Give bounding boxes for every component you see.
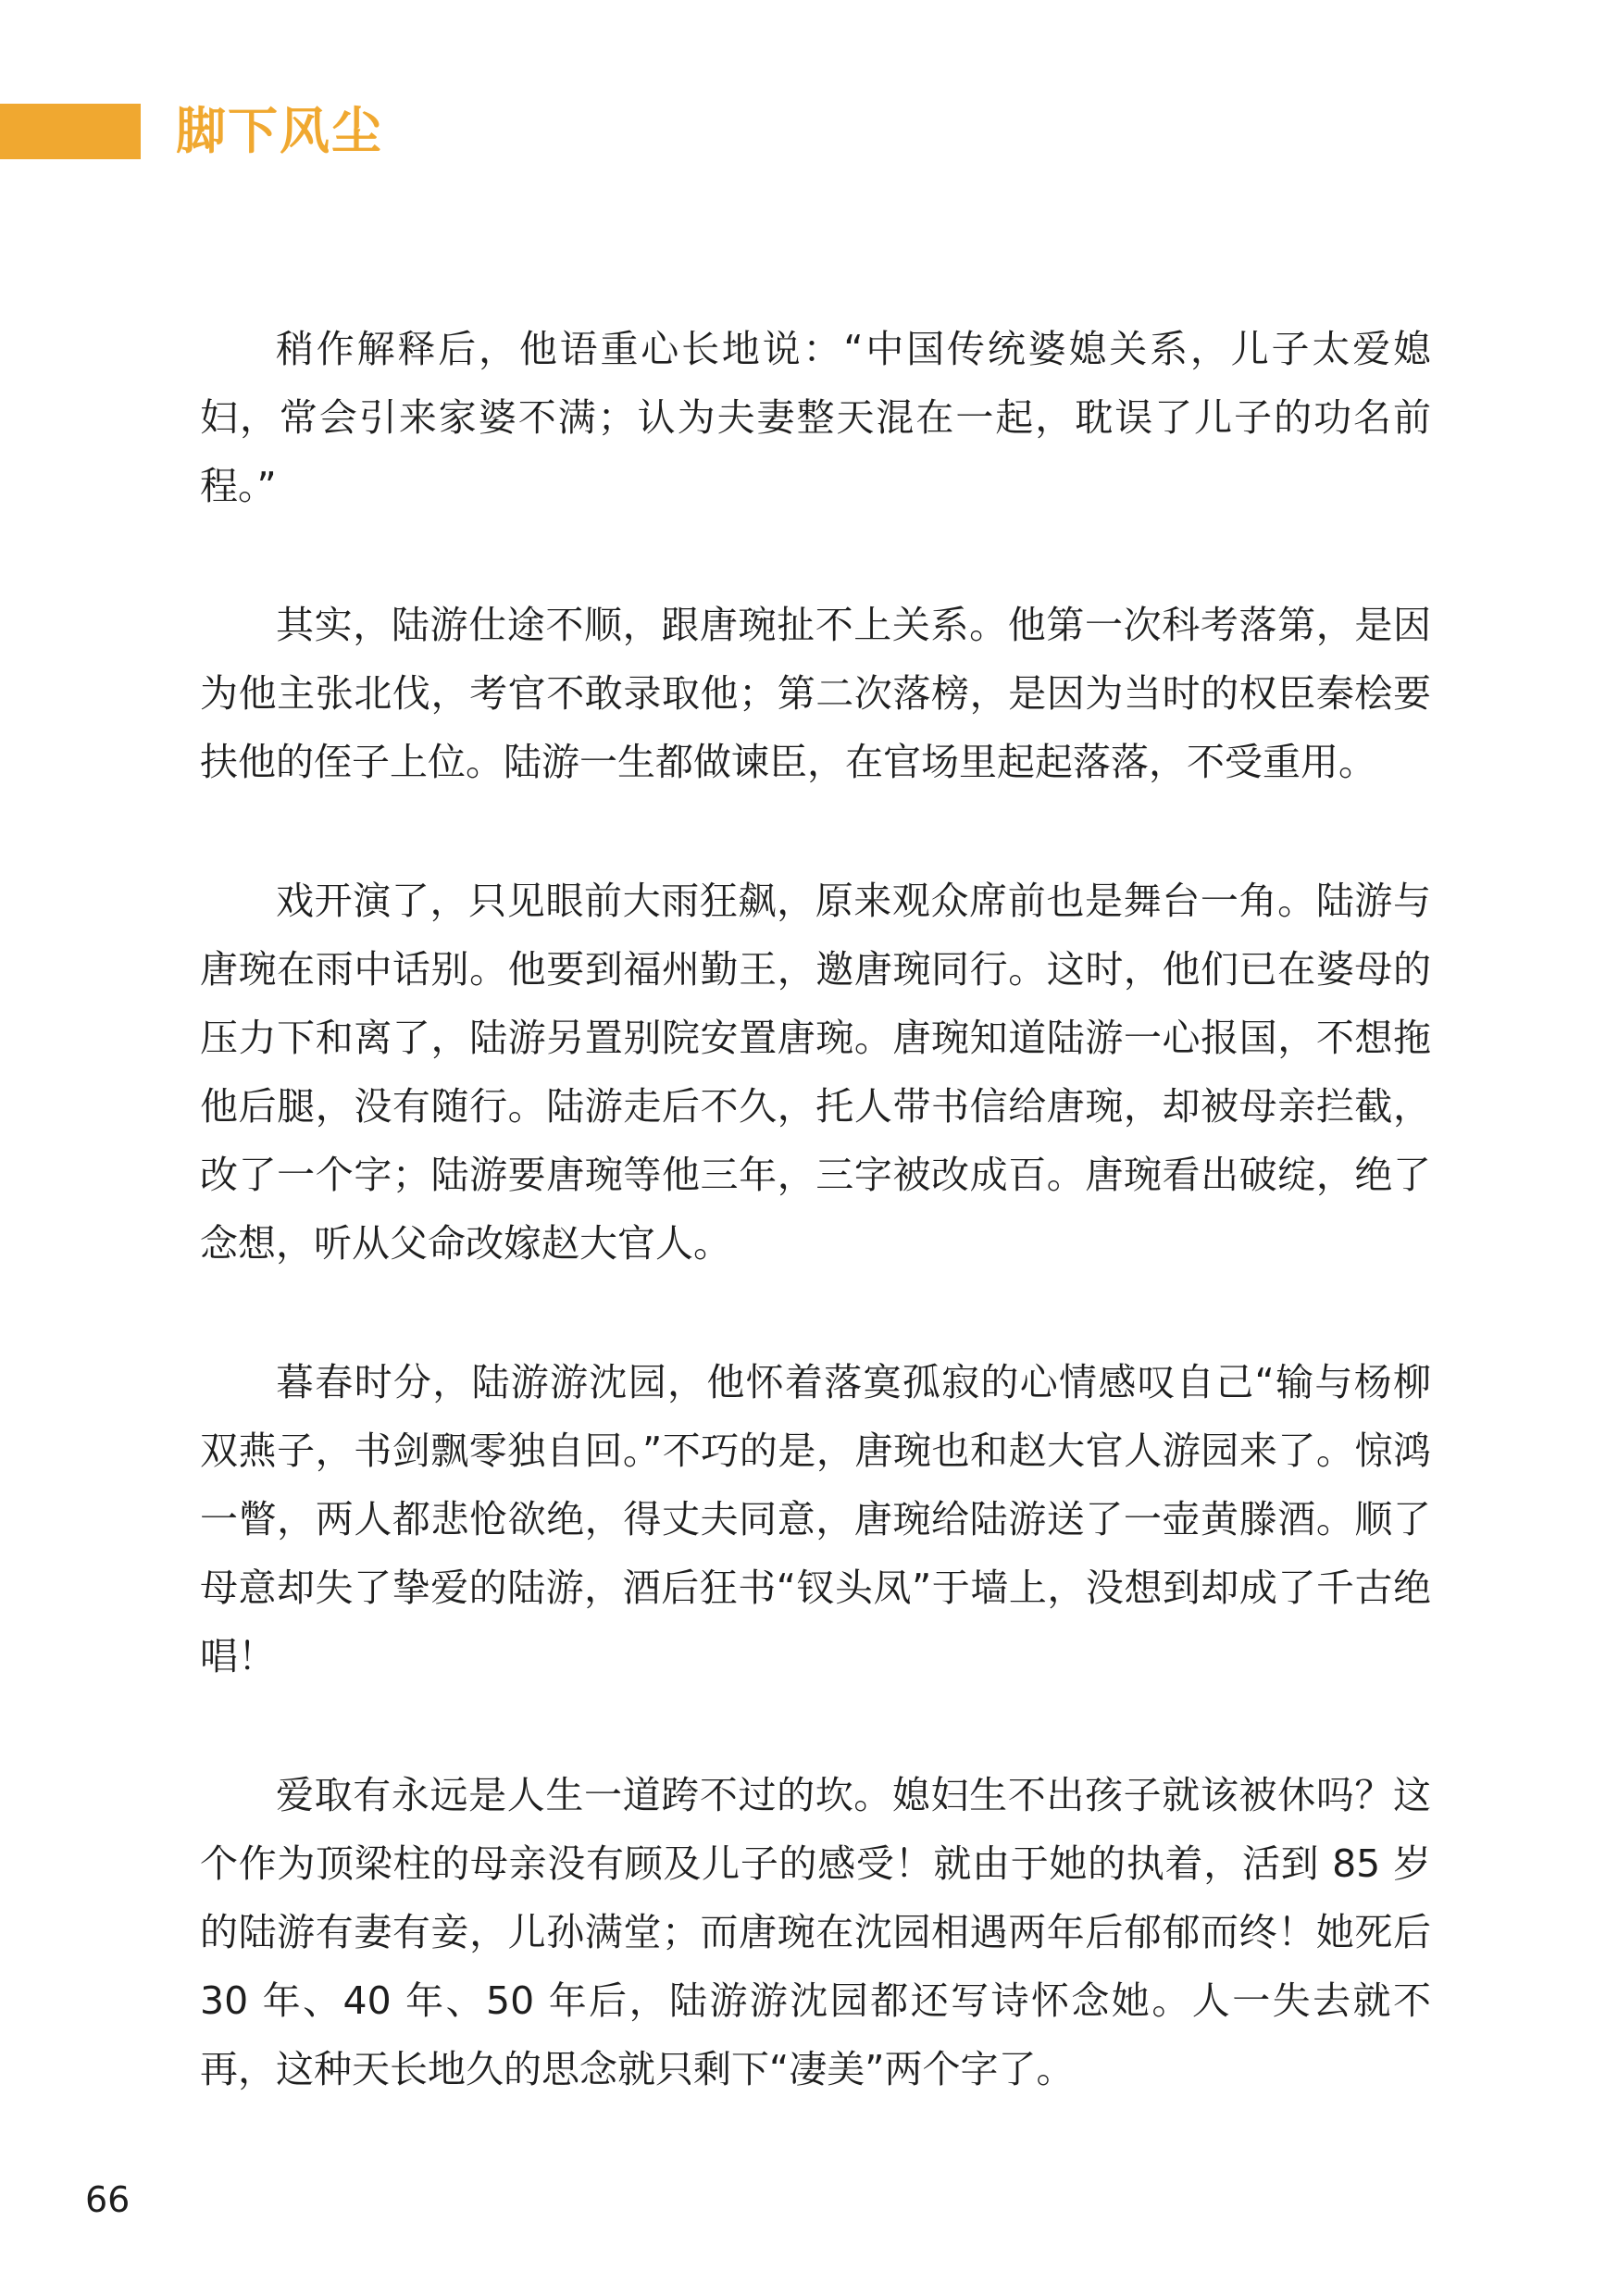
body-text [200,315,1431,2103]
paragraph: 戏开演了，只见眼前大雨狂飙，原来观众席前也是舞台一角。陆游与唐琬在雨中话别。他要到福州勤王，邀唐琬同行。这时，他们已在婆母的压力下和离了，陆游另置别院安置唐琬。唐琬知道陆游一心报国，不想拖他后腿，没有随行。陆游走后不久，托人带书信给唐琬，却被母亲拦截，改了一个字；陆游要唐琬等他三年，三字被改成百。唐琬看出破绽，绝了念想，听从父命改嫁赵大官人。 [200,879,1431,1266]
header-accent-bar [0,104,141,159]
running-header [0,100,1618,160]
page-number: 66 [85,2179,131,2220]
paragraph: 其实，陆游仕途不顺，跟唐琬扯不上关系。他第一次科考落第，是因为他主张北伐，考官不敢录取他；第二次落榜，是因为当时的权臣秦桧要扶他的侄子上位。陆游一生都做谏臣，在官场里起起落落，不受重用。 [200,603,1431,784]
paragraph: 暮春时分，陆游游沈园，他怀着落寞孤寂的心情感叹自己“输与杨柳双燕子，书剑飘零独自回。”不巧的是，唐琬也和赵大官人游园来了。惊鸿一瞥，两人都悲怆欲绝，得丈夫同意，唐琬给陆游送了一壶黄滕酒。顺了母意却失了挚爱的陆游，酒后狂书“钗头凤”于墙上，没想到却成了千古绝唱！ [200,1360,1431,1678]
paragraph: 稍作解释后，他语重心长地说：“中国传统婆媳关系，儿子太爱媳妇，常会引来家婆不满；认为夫妻整天混在一起，耽误了儿子的功名前程。” [200,327,1431,508]
paragraph: 爱取有永远是人生一道跨不过的坎。媳妇生不出孩子就该被休吗？这个作为顶梁柱的母亲没有顾及儿子的感受！就由于她的执着，活到 85 岁的陆游有妻有妾，儿孙满堂；而唐琬在沈园相遇两年后郁郁而终！她死后 30 年、40 年、50 年后，陆游游沈园都还写诗怀念她。人一失去就不再，这种天长地久的思念就只剩下“凄美”两个字了。 [200,1773,1431,2091]
section-title: 脚下风尘 [176,102,383,160]
